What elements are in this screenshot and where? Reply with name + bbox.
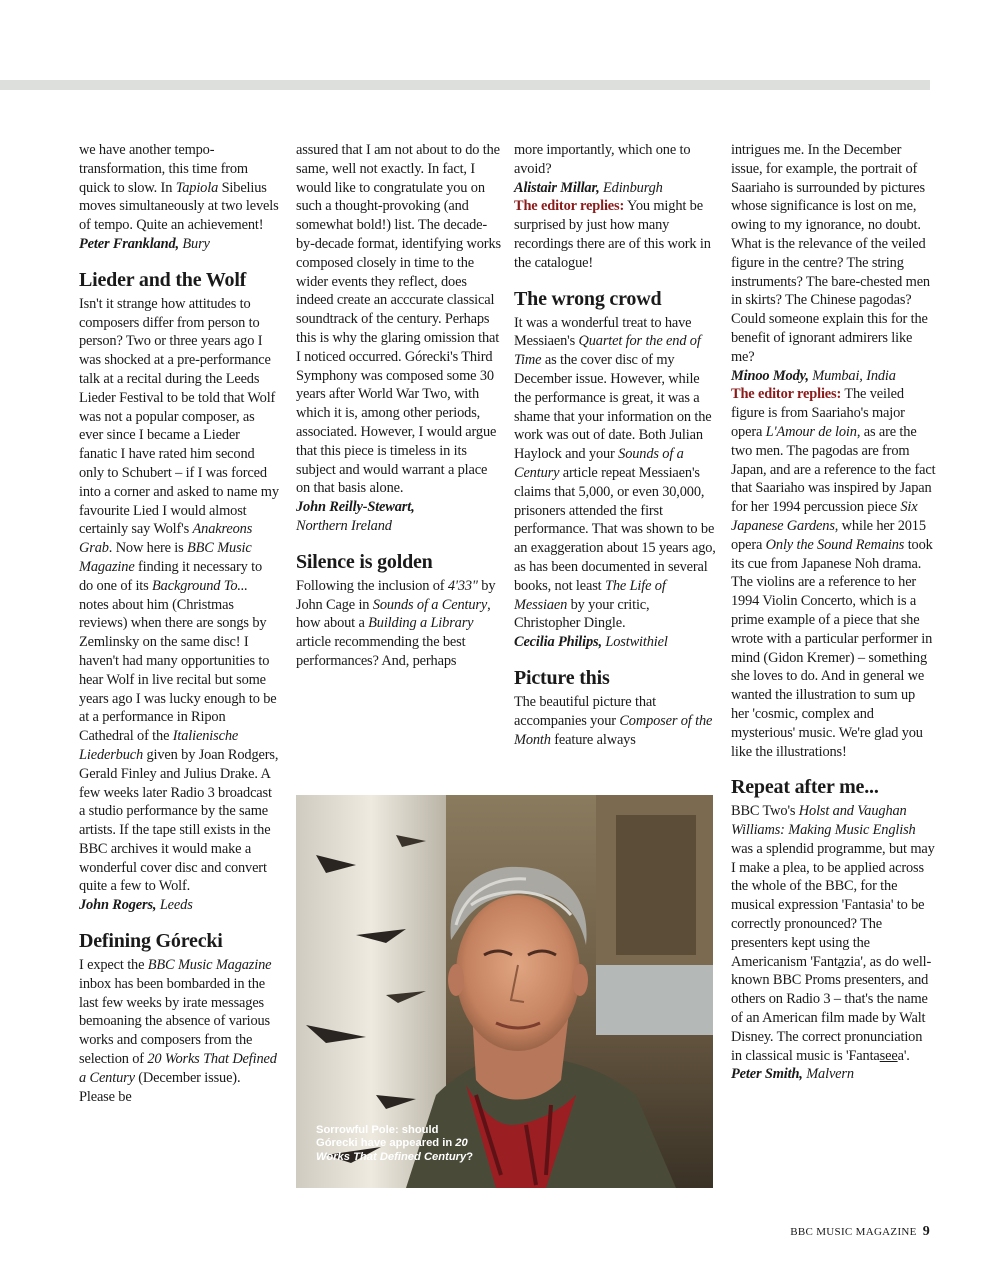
letter-heading: Lieder and the Wolf [79, 268, 247, 291]
letter-body: more importantly, which one to avoid? [514, 142, 691, 177]
column-2 [296, 141, 501, 671]
editor-reply: The editor replies: You might be surprised by just how many recordings there are of this work in the catalogue! [514, 198, 711, 271]
letter-signature: Peter Smith, Malvern [731, 1066, 854, 1083]
letter-signature: Peter Frankland, Bury [79, 235, 210, 252]
letter-body: I expect the BBC Music Magazine inbox has been bombarded in the last few weeks by irate messages bemoaning the absence of various works and composers from the selection of 20 Works That Defined a Century (December issue). Please be [79, 957, 277, 1105]
letter-body: It was a wonderful treat to have Messiaen's Quartet for the end of Time as the cover disc of my December issue. However, while the performance is great, it was a shame that your information on the work was out of date. Both Julian Haylock and your Sounds of a Century article repeat Messiaen's claims that 5,000, or even 30,000, prisoners attended the first performance. That was shown to be an exaggeration about 15 years ago, as has been documented in several books, not least The Life of Messiaen by your critic, Christopher Dingle. [514, 314, 716, 632]
column-4 [731, 141, 936, 1084]
letter-signature: John Reilly-Stewart, Northern Ireland [296, 499, 415, 534]
letter-signature: Alistair Millar, Edinburgh [514, 179, 663, 196]
column-1 [79, 141, 279, 1106]
letter-heading: Defining Górecki [79, 930, 223, 953]
magazine-name: BBC MUSIC MAGAZINE [790, 1226, 917, 1238]
letter-body: intrigues me. In the December issue, for example, the portrait of Saariaho is surrounded by pictures whose significance is lost on me, owing to my ignorance, no doubt. What is the relevance of the veiled figure in the centre? The string instruments? The bare-chested men in skirts? The Chinese pagodas? Could someone explain this for the benefit of ignorant admirers like me? [731, 142, 930, 365]
editor-reply: The editor replies: The veiled figure is from Saariaho's major opera L'Amour de loin, as are the two men. The pagodas are from Japan, and are a reference to the fact that Saariaho was inspired by Japan for her 1994 percussion piece Six Japanese Gardens, while her 2015 opera Only the Sound Remains took its cue from Japanese Noh drama. The violins are a reference to her 1994 Violin Concerto, which is a prime example of a piece that she wrote with a particular performer in mind (Gidon Kremer) – something she loves to do. And in general we wanted the illustration to sum up her 'cosmic, complex and mysterious' music. We're glad you like the illustrations! [731, 386, 936, 760]
top-rule [0, 80, 930, 90]
letter-heading: Repeat after me... [731, 776, 879, 799]
page-number: 9 [922, 1224, 930, 1239]
letter-body: The beautiful picture that accompanies your Composer of the Month feature always [514, 693, 713, 748]
letter-body: assured that I am not about to do the same, well not exactly. In fact, I would like to congratulate you on such a thought-provoking (and somewhat bold!) list. The decade-by-decade format, identifying works composed closely in time to the wider events they reflect, does indeed create an acccurate classical soundtrack of the century. Perhaps this is why the glaring omission that I noticed occurred. Górecki's Third Symphony was composed some 30 years after World War Two, with which it is, among other periods, associated. However, I would argue that this piece is timeless in its subject and would warrant a place on that basis alone. [296, 142, 501, 497]
letter-signature: Minoo Mody, Mumbai, India [731, 367, 896, 384]
photo-caption: Sorrowful Pole: should Górecki have appeared in 20 Works That Defined Century? [316, 1124, 474, 1163]
composer-photo [296, 795, 713, 1188]
letter-signature: John Rogers, Leeds [79, 897, 193, 914]
letter-heading: Silence is golden [296, 550, 433, 573]
letter-body: Isn't it strange how attitudes to composers differ from person to person? Two or three years ago I was shocked at a pre-performance talk at a recital during the Leeds Lieder Festival to be told that Wolf was not a popular composer, as ever since I became a Lieder fanatic I have rated him second only to Schubert – if I was forced into a corner and asked to name my favourite Lied I would almost certainly say Wolf's Anakreons Grab. Now here is BBC Music Magazine finding it necessary to do one of its Background To... notes about him (Christmas reviews) when there are songs by Zemlinsky on the same disc! I haven't had many opportunities to hear Wolf in live recital but some years ago I was lucky enough to be at a performance in Ripon Cathedral of the Italienische Liederbuch given by Joan Rodgers, Gerald Finley and Julius Drake. A few weeks later Radio 3 broadcast a studio performance by the same artists. If the tape still exists in the BBC archives it would make a wonderful cover disc and convert quite a few to Wolf. [79, 295, 279, 895]
letter-body: Following the inclusion of 4'33" by John Cage in Sounds of a Century, how about a Building a Library article recommending the best performances? And, perhaps [296, 577, 496, 669]
column-3 [514, 141, 719, 749]
letter-ending: we have another tempo-transformation, this time from quick to slow. In Tapiola Sibelius moves simultaneously at two levels of tempo. Quite an achievement! [79, 142, 279, 234]
page-footer [790, 1224, 930, 1240]
letter-signature: Cecilia Philips, Lostwithiel [514, 634, 668, 651]
letter-body: BBC Two's Holst and Vaughan Williams: Making Music English was a splendid programme, but may I make a plea, to be applied across the whole of the BBC, for the musical expression 'Fantasia' to be correctly pronounced? The presenters kept using the Americanism 'Fantazia', as do well-known BBC Proms presenters, and others on Radio 3 – that's the name of an American film made by Walt Disney. The correct pronunciation in classical music is 'Fantaseea'. [731, 803, 935, 1064]
letter-heading: Picture this [514, 666, 610, 689]
letter-heading: The wrong crowd [514, 287, 662, 310]
